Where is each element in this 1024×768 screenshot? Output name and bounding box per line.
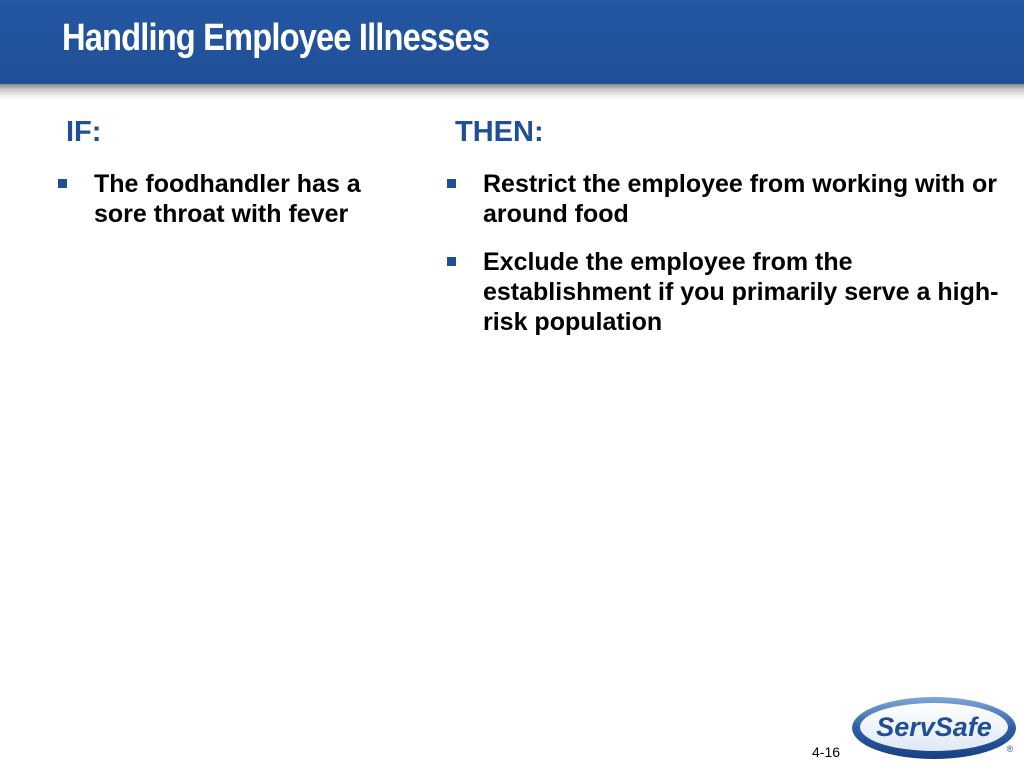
slide-header-band xyxy=(0,0,1024,84)
then-bullet-text: Restrict the employee from working with or around food xyxy=(483,170,997,228)
logo-text: ServSafe xyxy=(876,712,992,742)
square-bullet-icon xyxy=(58,179,67,188)
if-bullet-text: The foodhandler has a sore throat with fever xyxy=(94,170,361,228)
servsafe-logo xyxy=(850,692,1020,762)
then-bullet-text: Exclude the employee from the establishment if you primarily serve a high-risk population xyxy=(483,248,999,336)
if-bullet-item xyxy=(56,169,416,229)
then-bullet-list xyxy=(445,169,1010,355)
then-bullet-item xyxy=(445,247,1010,337)
if-bullet-list xyxy=(56,169,416,247)
registered-mark: ® xyxy=(1006,744,1014,754)
if-column-heading: IF: xyxy=(66,116,102,148)
square-bullet-icon xyxy=(447,179,456,188)
slide-title: Handling Employee Illnesses xyxy=(62,17,490,59)
then-column-heading: THEN: xyxy=(455,116,544,148)
page-number: 4-16 xyxy=(812,744,841,760)
header-shadow xyxy=(0,84,1024,100)
then-bullet-item xyxy=(445,169,1010,229)
square-bullet-icon xyxy=(447,257,456,266)
